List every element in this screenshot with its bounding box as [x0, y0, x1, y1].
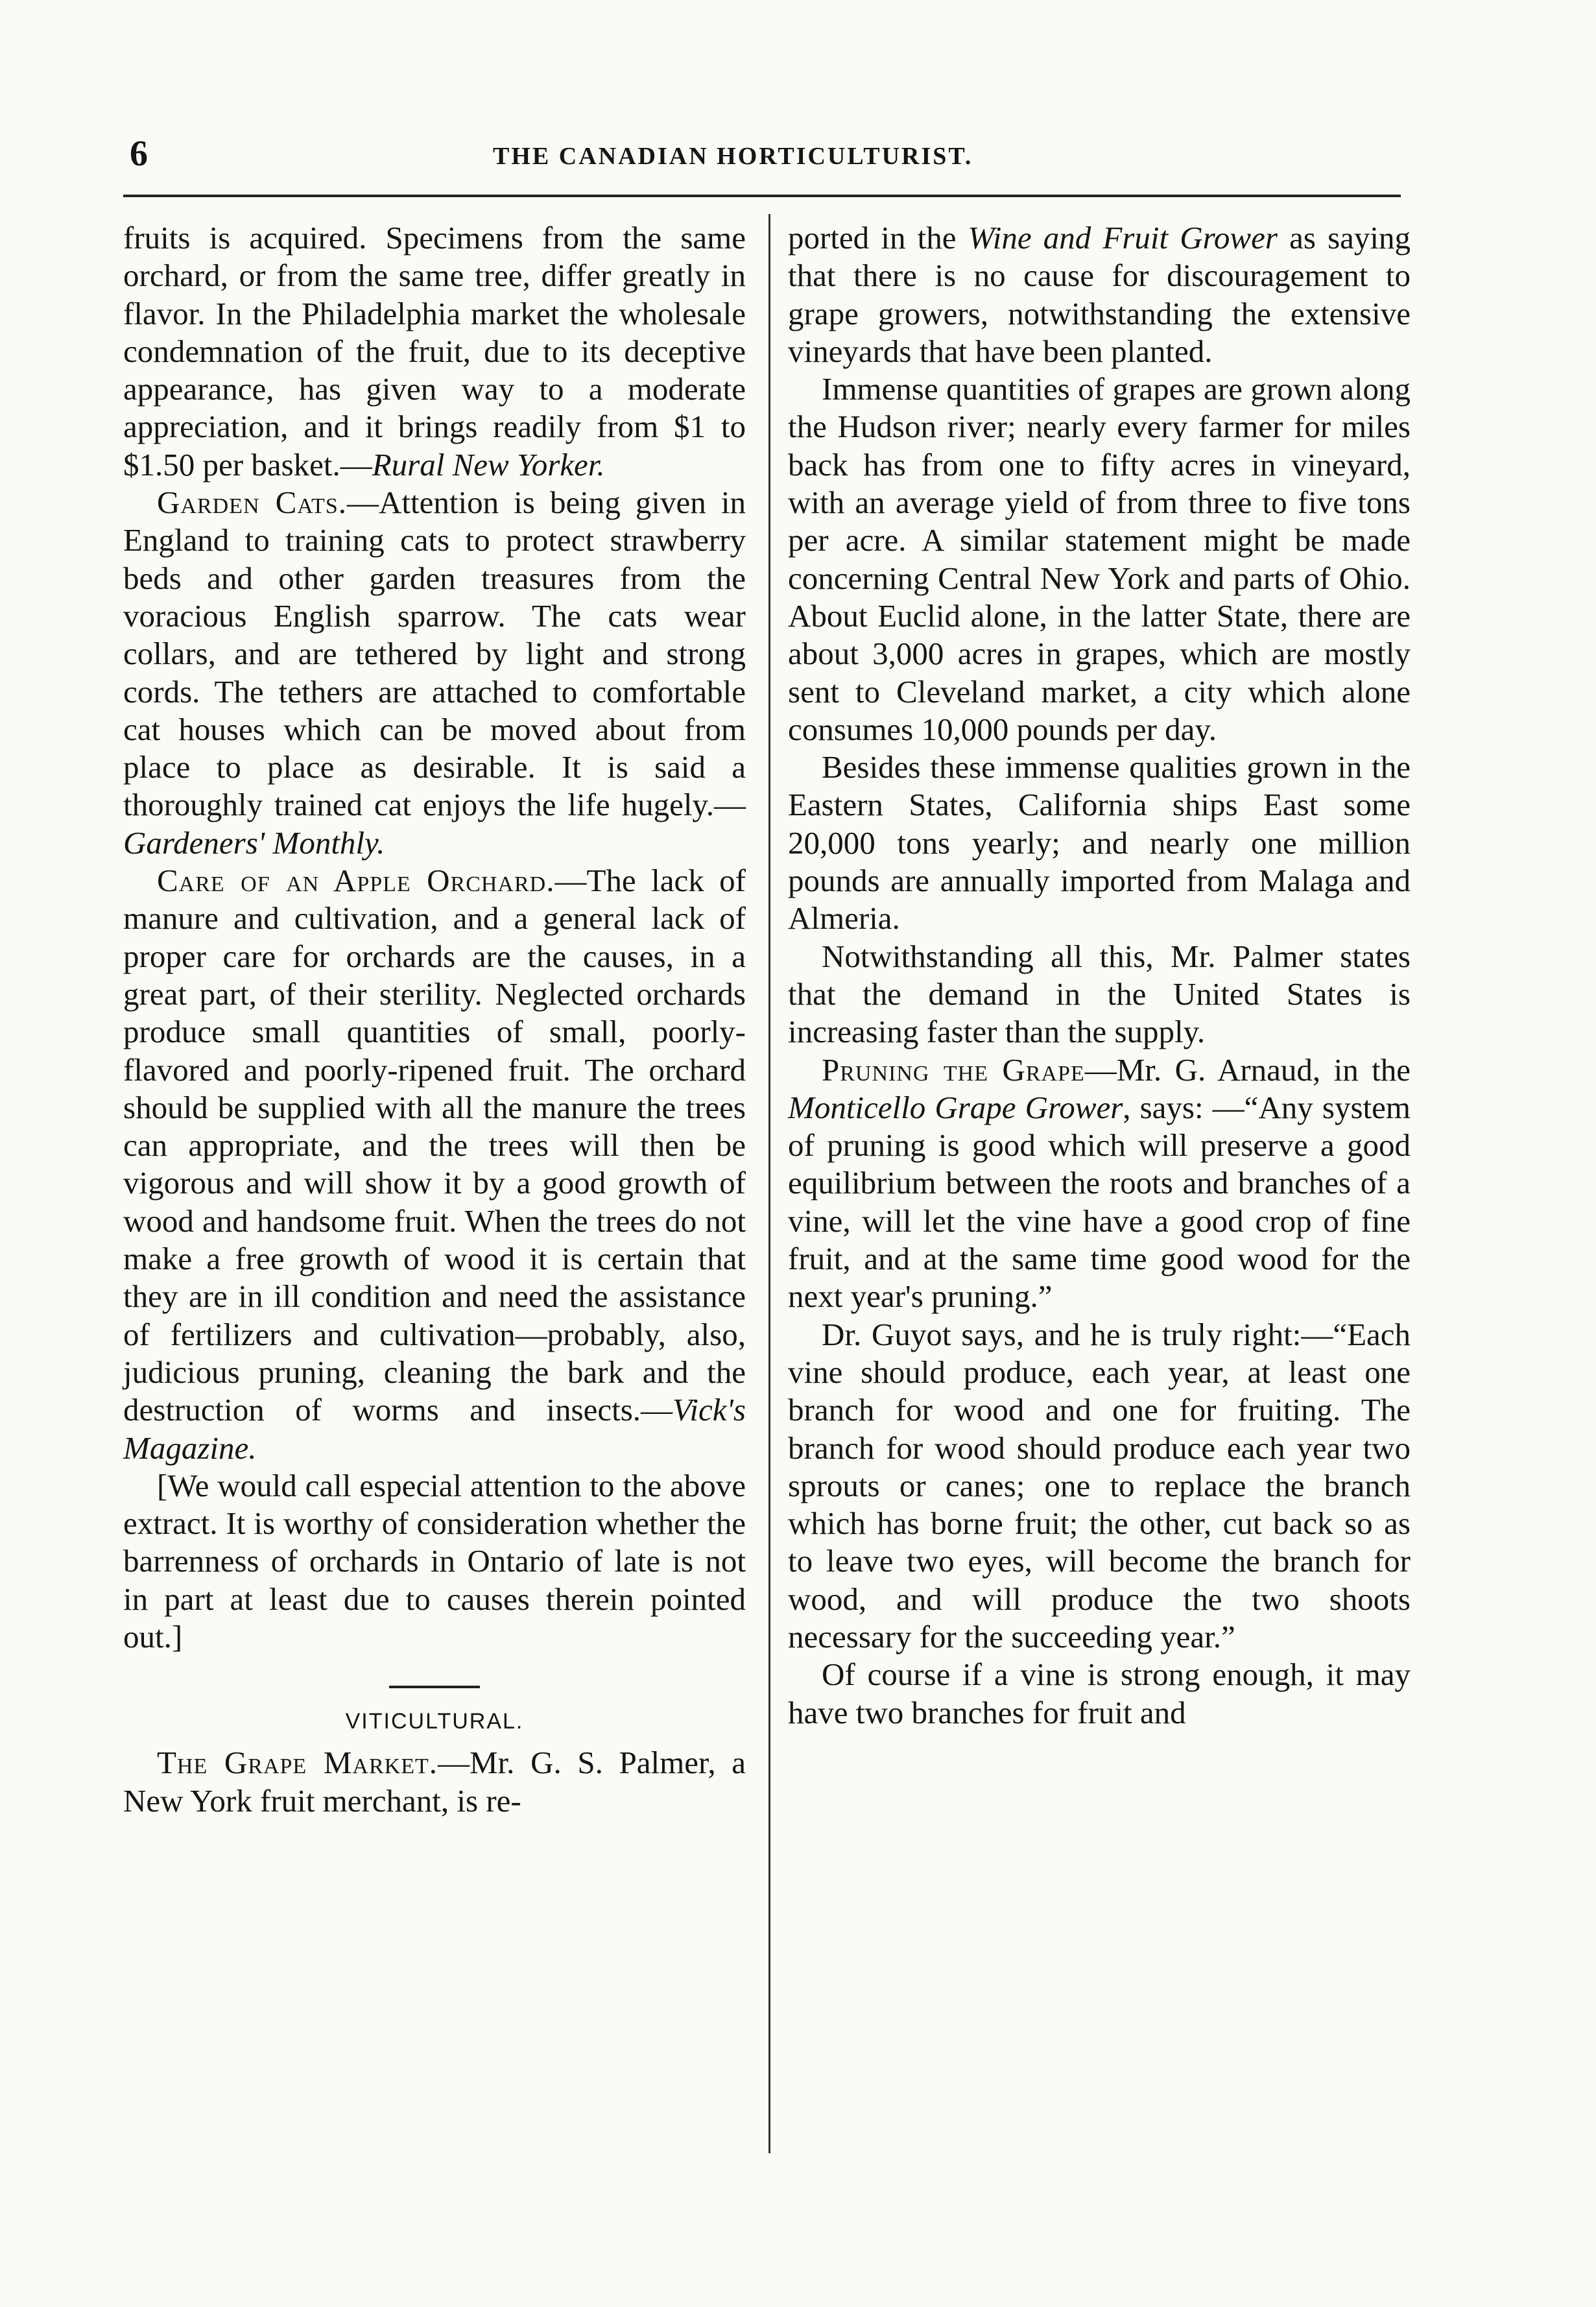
page-header	[123, 133, 1401, 178]
paragraph	[123, 484, 746, 862]
paragraph-text: fruits is acquired. Specimens from the same orchard, or from the same tree, differ greatly in flavor. In the Philadelphia market the wholesale condemnation of the fruit, due to its deceptive appearance, has given way to a moderate appreciation, and it brings readily from $1 to $1.50 per basket.—	[123, 220, 746, 483]
section-heading: VITICULTURAL.	[345, 1709, 524, 1734]
paragraph-text: ported in the	[788, 220, 968, 256]
source-citation: Vick's Magazine.	[123, 1392, 746, 1466]
paragraph-lead: Garden Cats.	[157, 484, 347, 521]
source-citation: Gardeners' Monthly.	[123, 824, 385, 861]
paragraph-lead: The Grape Market.	[157, 1745, 438, 1781]
paragraph-lead: Care of an Apple Orchard.	[157, 863, 555, 899]
paragraph	[788, 219, 1411, 370]
paragraph-text: —The lack of manure and cultivation, and a general lack of proper care for orchards are the causes, in a great part, of their sterility. Neglected orchards produce small quantities of small, poorly-flavored and poorly-ripened fruit. The orchard should be supplied with all the manure the trees can appropriate, and the trees will then be vigorous and will show it by a good growth of wood and handsome fruit. When the trees do not make a free growth of wood it is certain that they are in ill condition and need the assistance of fertilizers and cultivation—probably, also, judicious pruning, cleaning the bark and the destruction of worms and insects.—	[123, 863, 746, 1428]
publication-title: Monticello Grape Grower	[788, 1089, 1123, 1125]
publication-title: Wine and Fruit Grower	[968, 220, 1278, 256]
section-rule	[389, 1686, 480, 1688]
left-column	[123, 219, 746, 1820]
paragraph: Besides these immense qualities grown in the Eastern States, California ships East some 20,000 tons yearly; and nearly one million pounds are annually imported from Malaga and Almeria.	[788, 749, 1411, 937]
paragraph	[788, 1051, 1411, 1316]
header-rule	[123, 195, 1401, 197]
paragraph-text: —Mr. G. Arnaud, in the	[1084, 1051, 1411, 1088]
paragraph: Dr. Guyot says, and he is truly right:—“Each vine should produce, each year, at least one branch for wood and one for fruiting. The branch for wood should produce each year two sprouts or canes; one to replace the branch which has borne fruit; the other, cut back so as to leave two eyes, will become the branch for wood, and will produce the two shoots necessary for the succeeding year.”	[788, 1316, 1411, 1655]
paragraph	[123, 219, 746, 484]
paragraph-text: as saying that there is no cause for discouragement to grape growers, notwithstanding the extensive vineyards that have been planted.	[788, 220, 1411, 369]
paragraph: Notwithstanding all this, Mr. Palmer states that the demand in the United States is increasing faster than the supply.	[788, 938, 1411, 1050]
paragraph: Immense quantities of grapes are grown along the Hudson river; nearly every farmer for miles back has from one to fifty acres in vineyard, with an average yield of from three to five tons per acre. A similar statement might be made concerning Central New York and parts of Ohio. About Euclid alone, in the latter State, there are about 3,000 acres in grapes, which are mostly sent to Cleveland market, a city which alone consumes 10,000 pounds per day.	[788, 371, 1411, 747]
paragraph-lead: Pruning the Grape	[822, 1051, 1085, 1088]
paragraph: Of course if a vine is strong enough, it may have two branches for fruit and	[788, 1656, 1411, 1730]
running-title: THE CANADIAN HORTICULTURIST.	[493, 143, 973, 170]
column-divider	[768, 214, 770, 2153]
right-column	[788, 219, 1411, 1732]
source-citation: Rural New Yorker.	[372, 446, 605, 483]
page-number: 6	[130, 134, 148, 174]
paragraph	[123, 862, 746, 1467]
editorial-note: [We would call especial attention to the above extract. It is worthy of consideration whether the barrenness of orchards in Ontario of late is not in part at least due to causes therein pointed out.]	[123, 1467, 746, 1655]
paragraph-text: —Attention is being given in England to training cats to protect strawberry beds and other garden treasures from the voracious English sparrow. The cats wear collars, and are tethered by light and strong cords. The tethers are attached to comfortable cat houses which can be moved about from place to place as desirable. It is said a thoroughly trained cat enjoys the life hugely.—	[123, 484, 746, 823]
paragraph-text: —Mr. G. S. Palmer, a New York fruit merchant, is re-	[123, 1745, 746, 1819]
paragraph-text: , says: —“Any system of pruning is good which will preserve a good equilibrium between the roots and branches of a vine, will let the vine have a good crop of fine fruit, and at the same time good wood for the next year's pruning.”	[788, 1089, 1411, 1315]
paragraph	[123, 1744, 746, 1820]
